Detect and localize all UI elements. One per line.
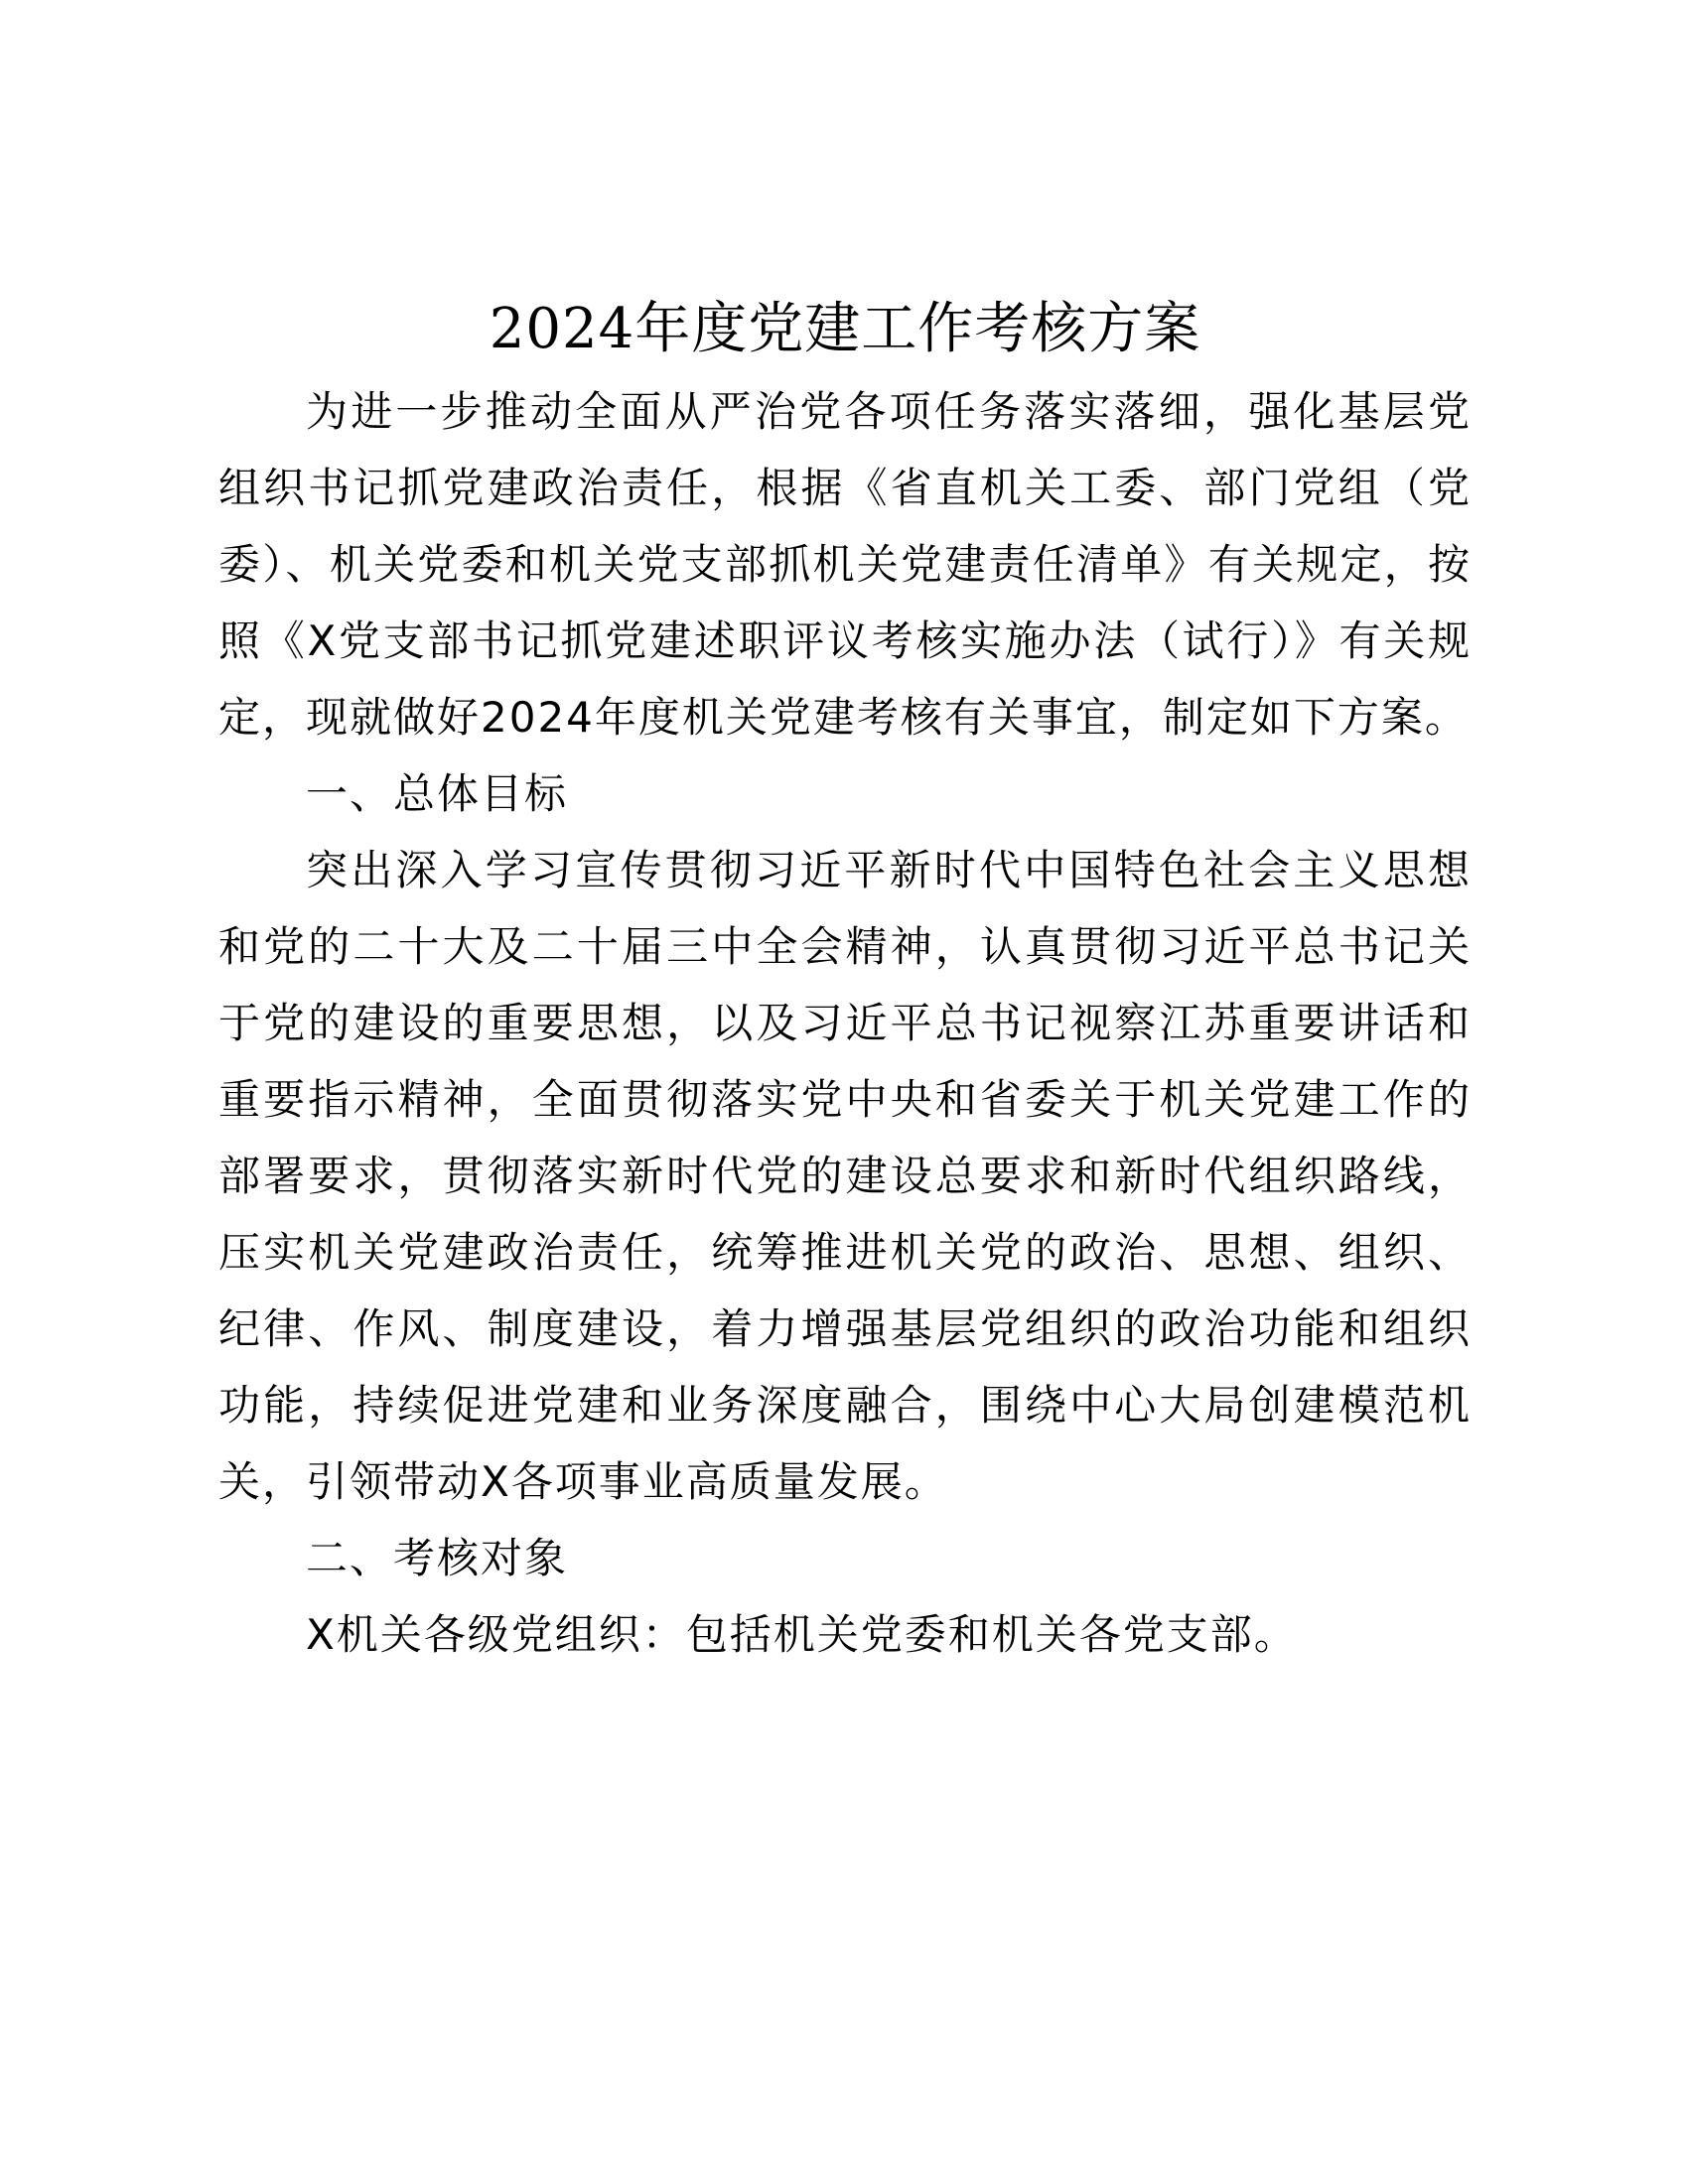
section-body-goals: 突出深入学习宣传贯彻习近平新时代中国特色社会主义思想和党的二十大及二十届三中全会精神，认真贯彻习近平总书记关于党的建设的重要思想，以及习近平总书记视察江苏重要讲话和重要指示精神，全面贯彻落实党中央和省委关于机关党建工作的部署要求，贯彻落实新时代党的建设总要求和新时代组织路线，压实机关党建政治责任，统筹推进机关党的政治、思想、组织、纪律、作风、制度建设，着力增强基层党组织的政治功能和组织功能，持续促进党建和业务深度融合，围绕中心大局创建模范机关，引领带动X各项事业高质量发展。	[218, 846, 1472, 1506]
document-body	[218, 290, 1472, 1673]
document-title: 2024年度党建工作考核方案	[489, 297, 1201, 361]
intro-paragraph: 为进一步推动全面从严治党各项任务落实落细，强化基层党组织书记抓党建政治责任，根据《省直机关工委、部门党组（党委）、机关党委和机关党支部抓机关党建责任清单》有关规定，按照《X党支部书记抓党建述职评议考核实施办法（试行）》有关规定，现就做好2024年度机关党建考核有关事宜，制定如下方案。	[218, 387, 1472, 742]
section-heading-targets: 二、考核对象	[306, 1534, 569, 1582]
section-heading-goals: 一、总体目标	[306, 769, 569, 818]
section-body-targets: X机关各级党组织：包括机关党委和机关各党支部。	[306, 1610, 1298, 1659]
